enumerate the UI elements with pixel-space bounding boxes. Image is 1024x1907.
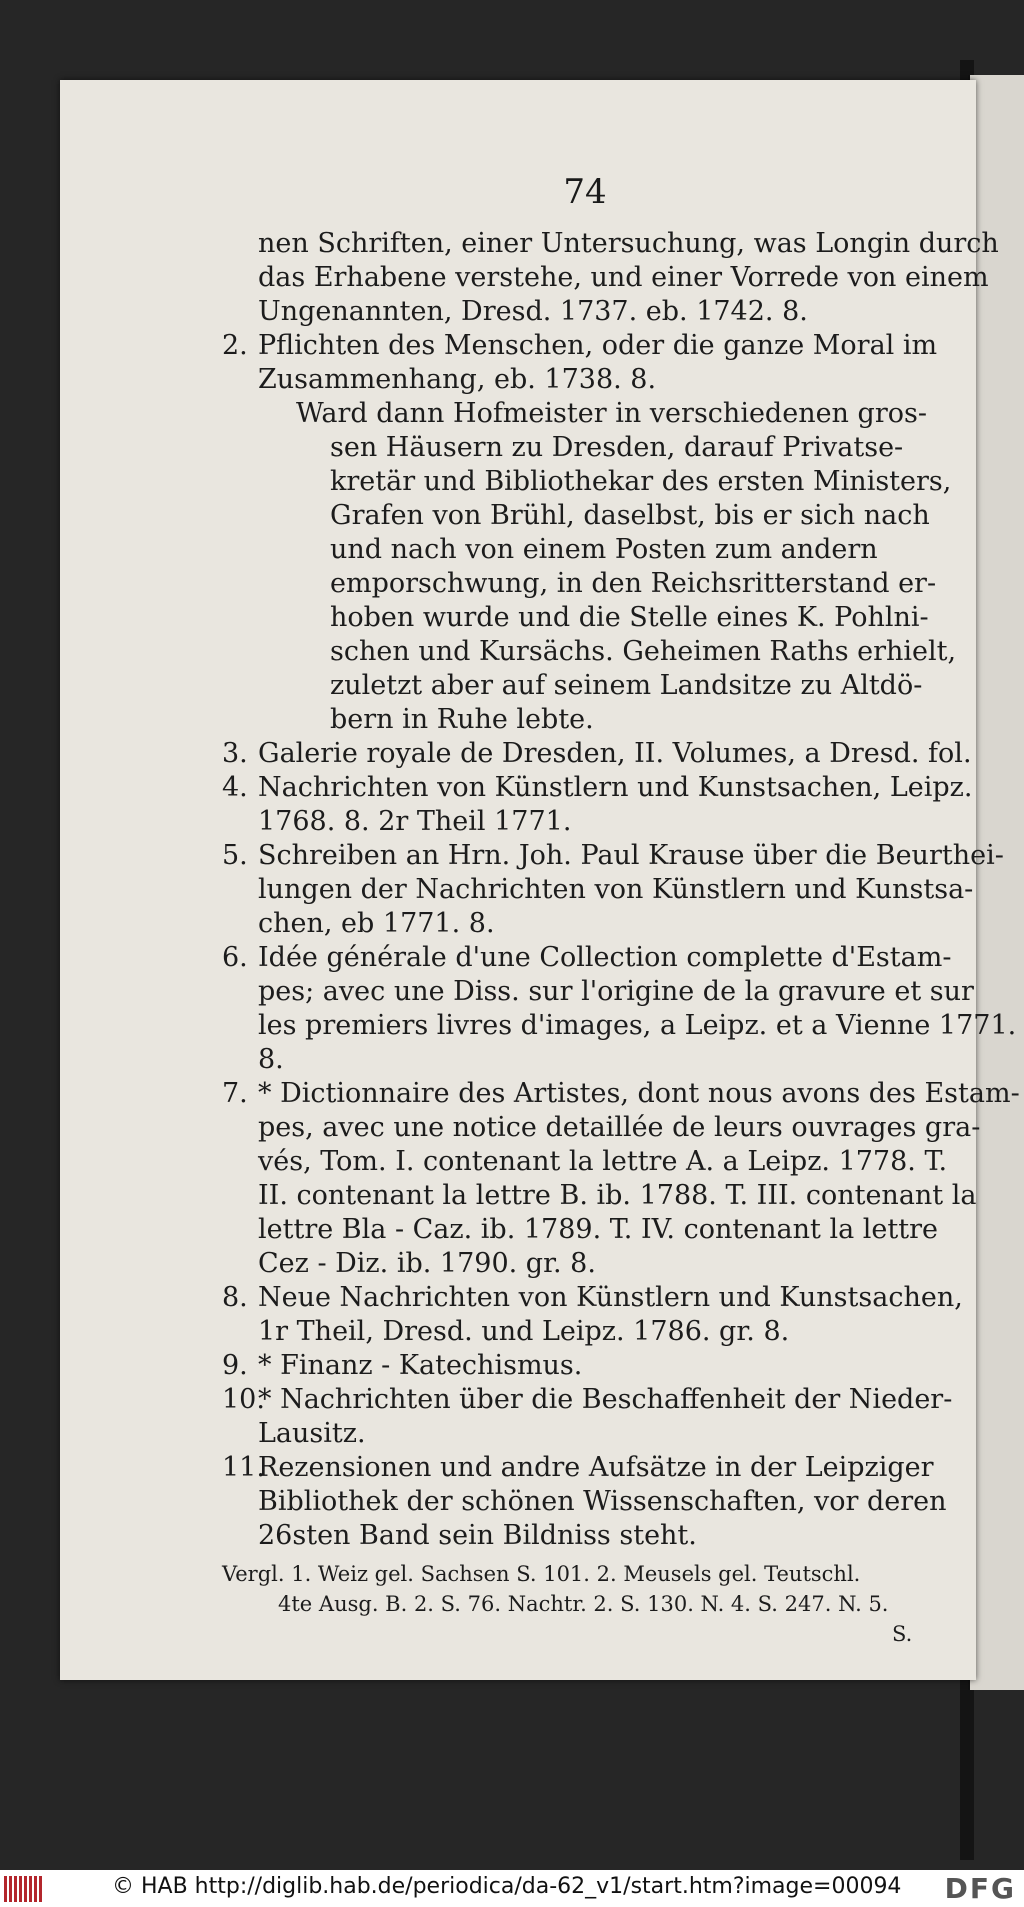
entry-number: 4. — [222, 772, 248, 803]
entry-number: 7. — [222, 1078, 248, 1109]
entry-line: Neue Nachrichten von Künstlern und Kunstsachen, — [258, 1282, 963, 1313]
copyright-link[interactable]: © HAB http://diglib.hab.de/periodica/da-62_v1/start.htm?image=00094 — [112, 1874, 902, 1899]
entry-number: 5. — [222, 840, 248, 871]
dfg-logo: DFG — [944, 1872, 1016, 1905]
entry-line: pes, avec une notice detaillée de leurs ouvrages gra- — [258, 1112, 981, 1143]
page-number: 74 — [563, 172, 607, 212]
entry-number: 9. — [222, 1350, 248, 1381]
entry-line: * Nachrichten über die Beschaffenheit der Nieder- — [258, 1384, 953, 1415]
entry-line: Galerie royale de Dresden, II. Volumes, a Dresd. fol. — [258, 738, 972, 769]
footnote-line: S. — [892, 1622, 913, 1646]
entry-number: 10. — [222, 1384, 265, 1415]
entry-number: 2. — [222, 330, 248, 361]
bio-line: kretär und Bibliothekar des ersten Ministers, — [330, 466, 952, 497]
text-line: nen Schriften, einer Untersuchung, was Longin durch — [258, 228, 999, 259]
text-line: das Erhabene verstehe, und einer Vorrede von einem — [258, 262, 989, 293]
bio-line: Grafen von Brühl, daselbst, bis er sich nach — [330, 500, 930, 531]
entry-line: Pflichten des Menschen, oder die ganze Moral im — [258, 330, 938, 361]
entry-line: lungen der Nachrichten von Künstlern und Kunstsa- — [258, 874, 974, 905]
entry-line: Bibliothek der schönen Wissenschaften, vor deren — [258, 1486, 947, 1517]
entry-line: II. contenant la lettre B. ib. 1788. T. III. contenant la — [258, 1180, 977, 1211]
bio-line: emporschwung, in den Reichsritterstand er- — [330, 568, 937, 599]
entry-line: Lausitz. — [258, 1418, 366, 1449]
entry-line: vés, Tom. I. contenant la lettre A. a Leipz. 1778. T. — [258, 1146, 948, 1177]
entry-line: lettre Bla - Caz. ib. 1789. T. IV. contenant la lettre — [258, 1214, 938, 1245]
entry-line: pes; avec une Diss. sur l'origine de la gravure et sur — [258, 976, 974, 1007]
entry-line: 8. — [258, 1044, 284, 1075]
entry-line: chen, eb 1771. 8. — [258, 908, 495, 939]
footnote-line: Vergl. 1. Weiz gel. Sachsen S. 101. 2. Meusels gel. Teutschl. — [222, 1562, 861, 1586]
entry-line: Schreiben an Hrn. Joh. Paul Krause über die Beurthei- — [258, 840, 1004, 871]
entry-line: * Dictionnaire des Artistes, dont nous avons des Estam- — [258, 1078, 1020, 1109]
entry-line: Zusammenhang, eb. 1738. 8. — [258, 364, 657, 395]
entry-line: Nachrichten von Künstlern und Kunstsachen, Leipz. — [258, 772, 973, 803]
bio-line: und nach von einem Posten zum andern — [330, 534, 878, 565]
bio-line: bern in Ruhe lebte. — [330, 704, 594, 735]
bio-line: hoben wurde und die Stelle eines K. Pohlni- — [330, 602, 929, 633]
entry-line: Rezensionen und andre Aufsätze in der Leipziger — [258, 1452, 934, 1483]
bio-line: sen Häusern zu Dresden, darauf Privatse- — [330, 432, 904, 463]
bio-line: zuletzt aber auf seinem Landsitze zu Altdö- — [330, 670, 923, 701]
adjacent-page-edge — [968, 75, 1024, 1690]
entry-line: Cez - Diz. ib. 1790. gr. 8. — [258, 1248, 596, 1279]
bio-line: schen und Kursächs. Geheimen Raths erhielt, — [330, 636, 957, 667]
barcode-icon — [4, 1876, 44, 1902]
footnote-line: 4te Ausg. B. 2. S. 76. Nachtr. 2. S. 130. N. 4. S. 247. N. 5. — [278, 1592, 889, 1616]
entry-line: * Finanz - Katechismus. — [258, 1350, 583, 1381]
entry-number: 6. — [222, 942, 248, 973]
entry-line: 1r Theil, Dresd. und Leipz. 1786. gr. 8. — [258, 1316, 790, 1347]
bio-line: Ward dann Hofmeister in verschiedenen gros- — [296, 398, 927, 429]
entry-line: 1768. 8. 2r Theil 1771. — [258, 806, 572, 837]
entry-line: 26sten Band sein Bildniss steht. — [258, 1520, 697, 1551]
entry-number: 3. — [222, 738, 248, 769]
entry-line: les premiers livres d'images, a Leipz. et a Vienne 1771. — [258, 1010, 1017, 1041]
viewer-footer — [0, 1870, 1024, 1907]
entry-line: Idée générale d'une Collection complette d'Estam- — [258, 942, 952, 973]
text-line: Ungenannten, Dresd. 1737. eb. 1742. 8. — [258, 296, 808, 327]
entry-number: 8. — [222, 1282, 248, 1313]
entry-number: 11. — [222, 1452, 265, 1483]
